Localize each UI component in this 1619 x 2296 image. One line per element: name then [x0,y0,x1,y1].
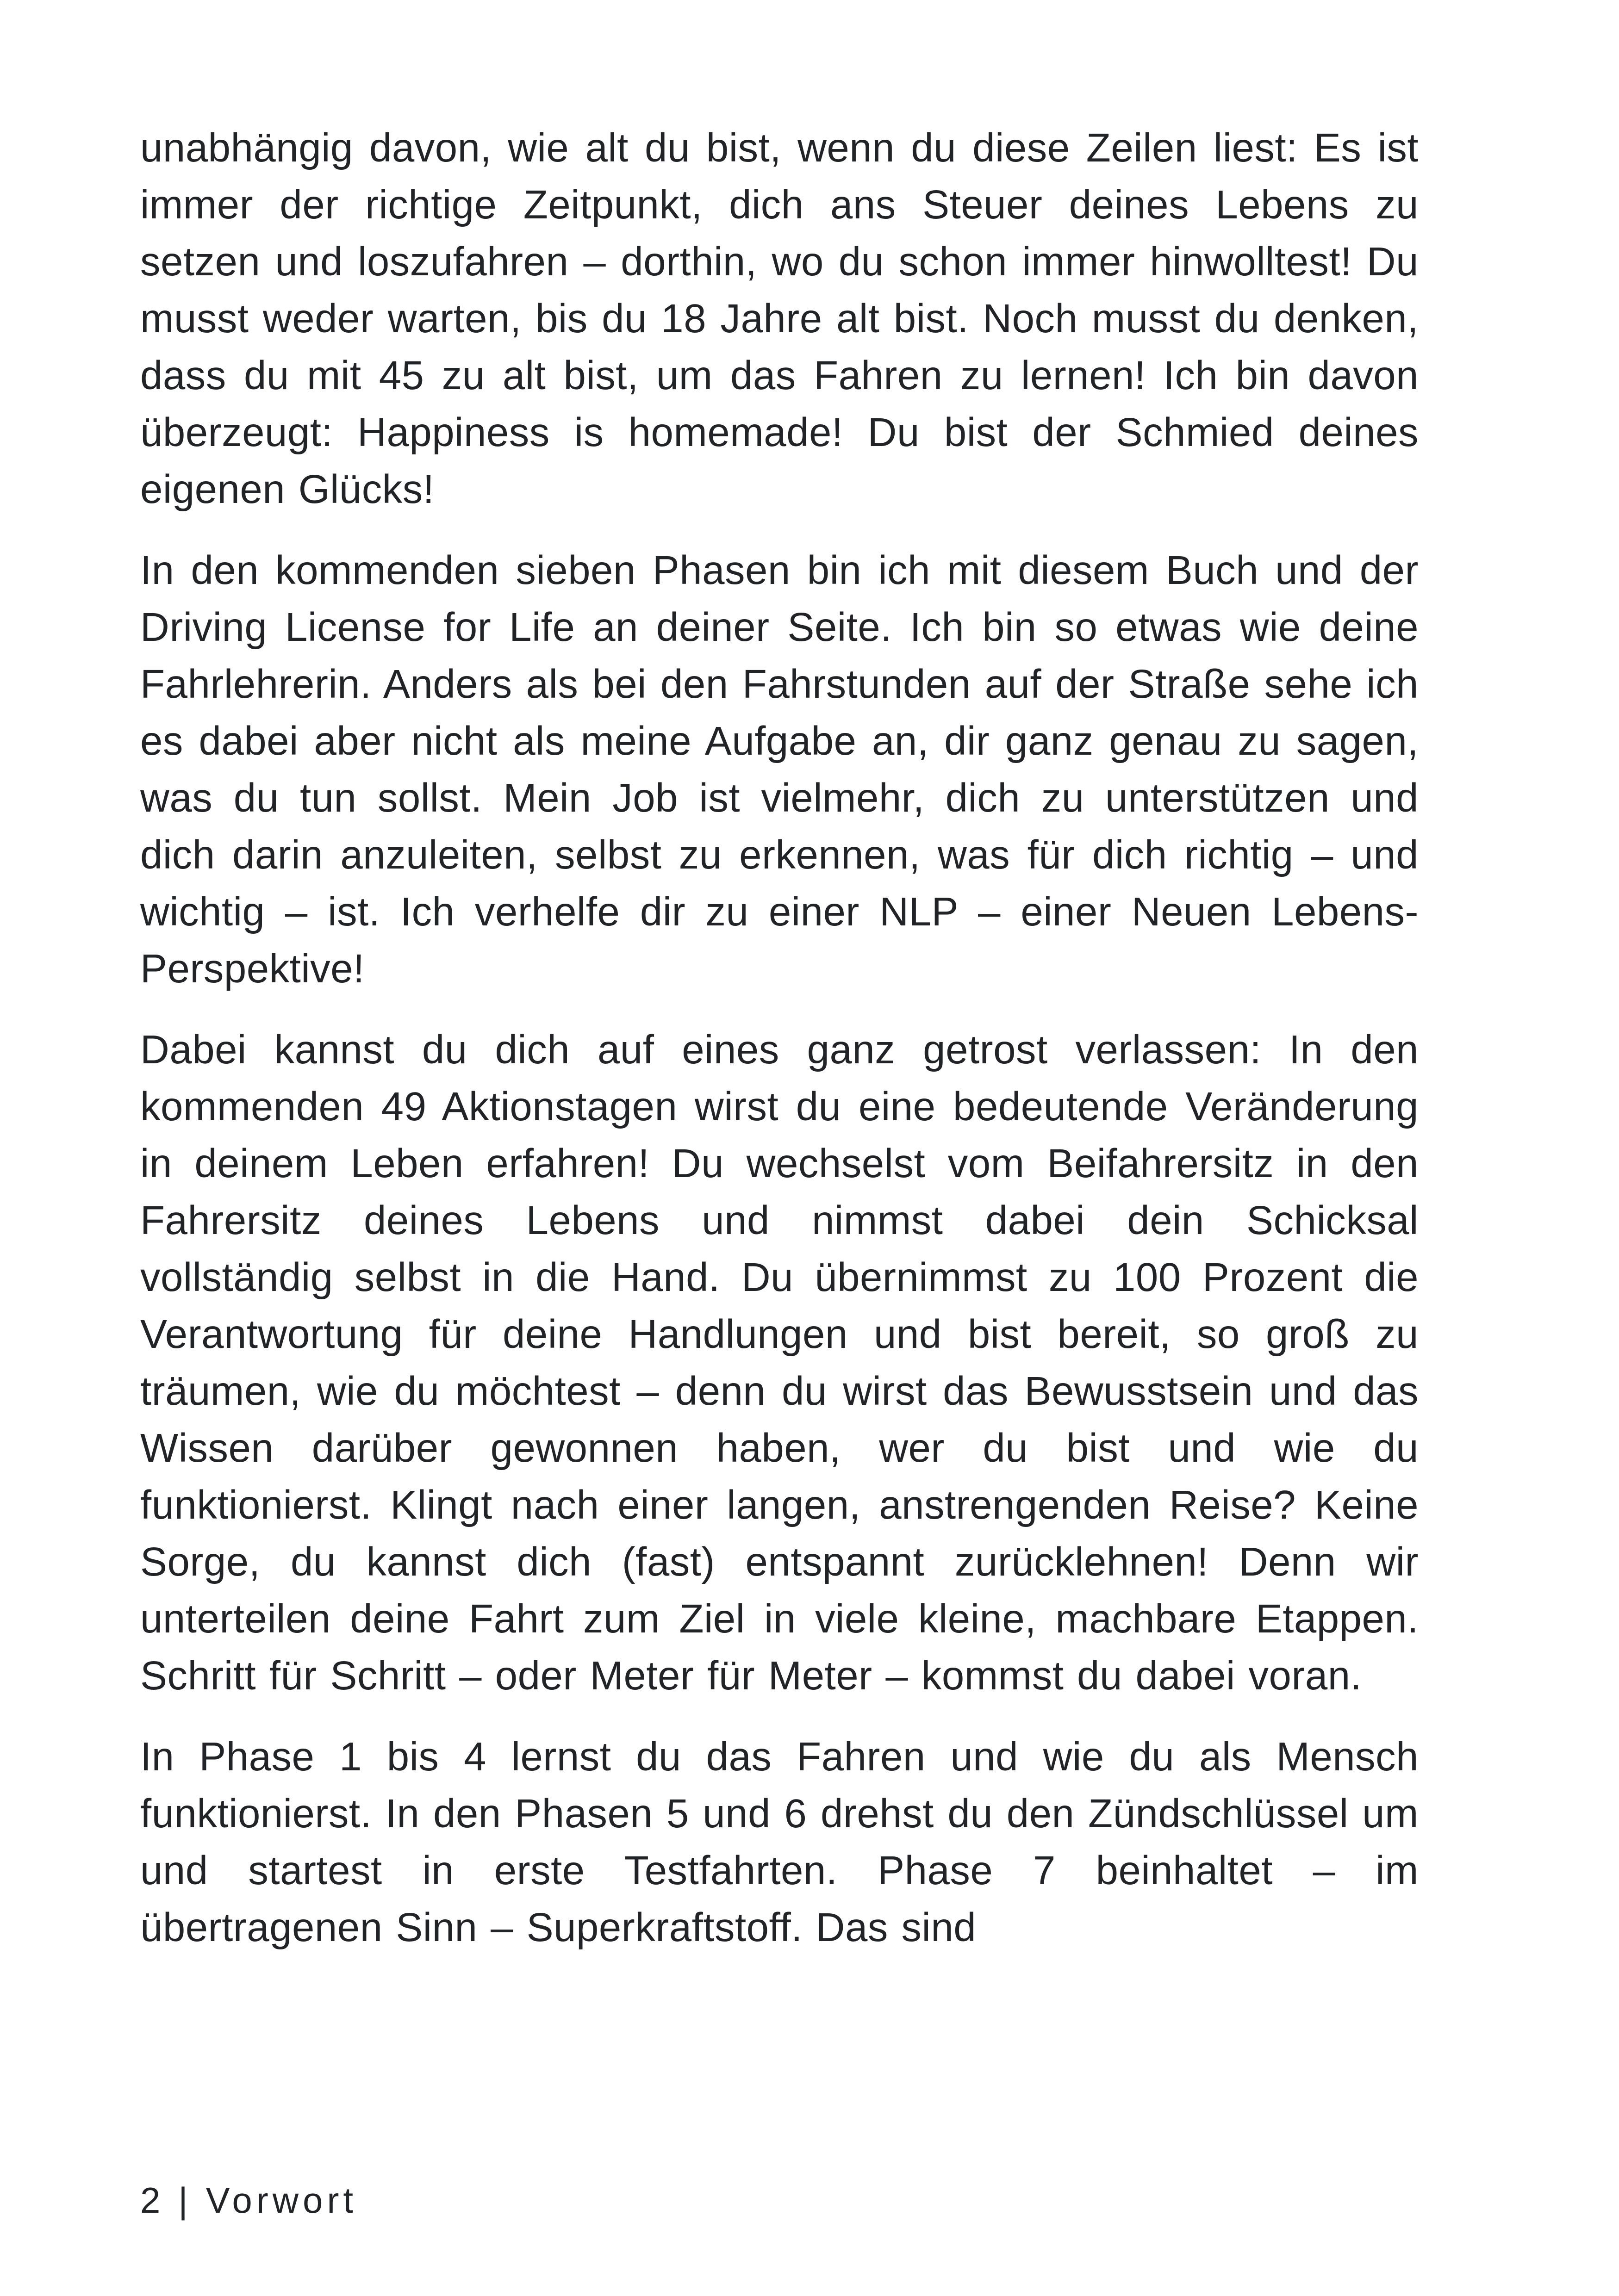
paragraph-4: In Phase 1 bis 4 lernst du das Fahren und wie du als Mensch funktionierst. In den Phasen 5 und 6 drehst du den Zündschlüssel um und startest in erste Testfahrten. Phase 7 beinhaltet – im übertragenen Sinn – Superkraftstoff. Das sind [140,1734,1419,1950]
page-footer [140,2175,357,2226]
footer-divider: | [178,2180,192,2221]
body-text [140,119,1419,1956]
paragraph-2: In den kommenden sieben Phasen bin ich mit diesem Buch und der Driving License for Life an deiner Seite. Ich bin so etwas wie deine Fahrlehrerin. Anders als bei den Fahrstunden auf der Straße sehe ich es dabei aber nicht als meine Aufgabe an, dir ganz genau zu sagen, was du tun sollst. Mein Job ist vielmehr, dich zu unterstützen und dich darin anzuleiten, selbst zu erkennen, was für dich richtig – und wichtig – ist. Ich verhelfe dir zu einer NLP – einer Neuen Lebens-Perspektive! [140,548,1419,991]
footer-section-title: Vorwort [205,2180,358,2221]
paragraph-3: Dabei kannst du dich auf eines ganz getrost verlassen: In den kommenden 49 Aktionstagen wirst du eine bedeutende Veränderung in deinem Leben erfahren! Du wechselst vom Beifahrersitz in den Fahrersitz deines Lebens und nimmst dabei dein Schicksal vollständig selbst in die Hand. Du übernimmst zu 100 Prozent die Verantwortung für deine Handlungen und bist bereit, so groß zu träumen, wie du möchtest – denn du wirst das Bewusstsein und das Wissen darüber gewonnen haben, wer du bist und wie du funktionierst. Klingt nach einer langen, anstrengenden Reise? Keine Sorge, du kannst dich (fast) entspannt zurücklehnen! Denn wir unterteilen deine Fahrt zum Ziel in viele kleine, machbare Etappen. Schritt für Schritt – oder Meter für Meter – kommst du dabei voran. [140,1027,1419,1698]
paragraph-1: unabhängig davon, wie alt du bist, wenn du diese Zeilen liest: Es ist immer der richtige Zeitpunkt, dich ans Steuer deines Lebens zu setzen und loszufahren – dorthin, wo du schon immer hinwolltest! Du musst weder warten, bis du 18 Jahre alt bist. Noch musst du denken, dass du mit 45 zu alt bist, um das Fahren zu lernen! Ich bin davon überzeugt: Happiness is homemade! Du bist der Schmied deines eigenen Glücks! [140,125,1419,512]
page-number: 2 [140,2180,165,2221]
